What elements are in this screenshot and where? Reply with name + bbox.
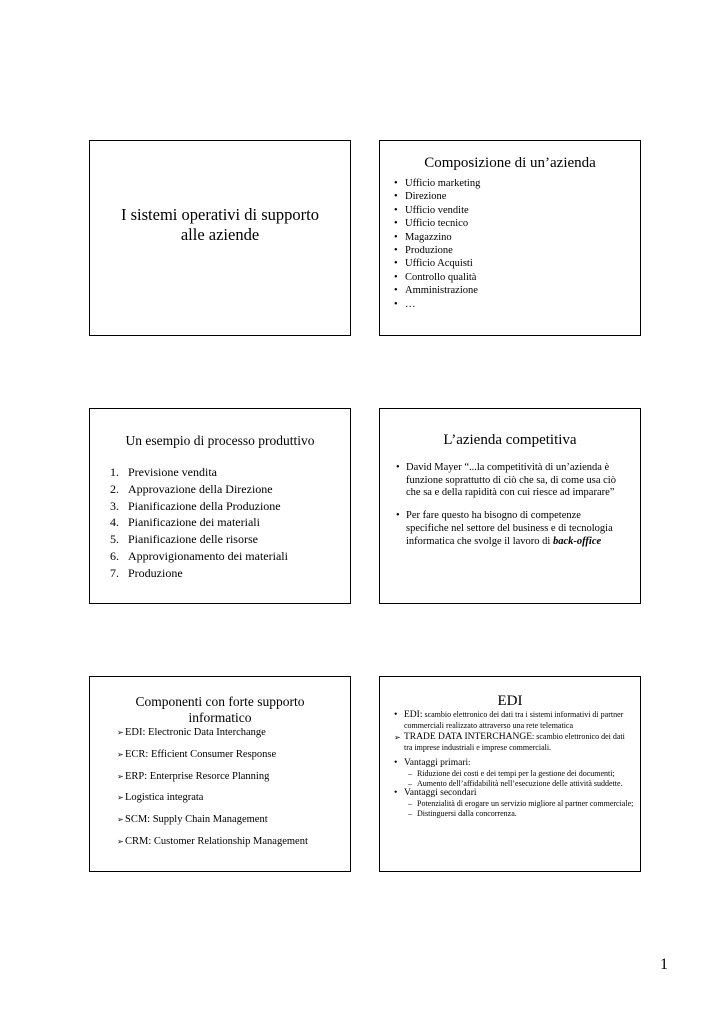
list-item: • Amministrazione [397, 284, 640, 297]
dash-bullet-icon: – [408, 799, 412, 809]
arrow-bullet-icon: ➢ [117, 771, 124, 781]
step-number: 4. [110, 515, 119, 530]
page-number: 1 [660, 956, 668, 973]
slide-composizione [379, 140, 641, 336]
slide-5-title: Componenti con forte supporto informatico [135, 694, 305, 725]
trade-label: TRADE DATA INTERCHANGE [404, 732, 533, 742]
edi-content [380, 710, 640, 818]
dash-bullet-icon: – [408, 769, 412, 778]
list-item [110, 548, 350, 565]
slide-3-title: Un esempio di processo produttivo [125, 433, 315, 448]
list-item [110, 498, 350, 515]
slide-1-title: I sistemi operativi di supporto alle aziende [121, 205, 319, 244]
list-item [110, 565, 350, 582]
list-item [110, 514, 350, 531]
edi-description: scambio elettronico dei dati tra i sistemi informativi di partner commerciali realizzato attraverso una rete telematica [404, 710, 624, 730]
list-item-text: ERP: Enterprise Resorce Planning [125, 770, 270, 782]
primari-colon: : [468, 758, 471, 767]
trade-description: : scambio elettronico dei dati tra imprese industriali e imprese commerciali. [404, 732, 625, 752]
list-item: • Ufficio Acquisti [397, 257, 640, 270]
vantaggi-primari [392, 758, 634, 769]
list-item [117, 791, 350, 813]
vantaggi-secondari [392, 788, 634, 799]
quote-paragraph [380, 462, 640, 500]
step-text: Pianificazione delle risorse [128, 532, 258, 547]
arrow-bullet-icon: ➢ [117, 749, 124, 759]
secondari-label: Vantaggi secondari [404, 788, 477, 799]
bullet-icon: • [394, 788, 398, 799]
dash-bullet-icon: – [408, 808, 412, 818]
step-number: 6. [110, 548, 119, 563]
step-text: Approvigionamento dei materiali [128, 548, 288, 563]
slide-edi [379, 676, 641, 872]
back-office-emphasis: back-office [552, 535, 602, 547]
competence-text: Per fare questo ha bisogno di competenze specifiche nel settore del business e di tecnologia informatica che svolge il lavoro di [406, 510, 613, 547]
list-item: • Magazzino [397, 231, 640, 244]
step-number: 3. [110, 498, 119, 513]
arrow-bullet-icon: ➢ [117, 815, 124, 825]
list-item [117, 748, 350, 770]
quote-text: David Mayer “...la competitività di un’azienda è funzione soprattutto di ciò che sa, di come usa ciò che sa e della rapidità con cui riesce ad imparare” [406, 462, 616, 499]
list-item [117, 726, 350, 748]
list-item-text: Distinguersi dalla concorrenza. [417, 808, 517, 818]
list-item [392, 779, 634, 789]
dash-bullet-icon: – [408, 778, 412, 788]
step-text: Approvazione della Direzione [128, 481, 273, 496]
list-item: • Ufficio vendite [397, 204, 640, 217]
competence-paragraph [380, 510, 640, 548]
list-item-text: ECR: Efficient Consumer Response [125, 748, 277, 760]
list-item: • Controllo qualità [397, 271, 640, 284]
bullet-icon: • [396, 462, 400, 473]
step-text: Produzione [128, 565, 183, 580]
list-item [117, 770, 350, 792]
primari-label: Vantaggi primari [404, 758, 469, 768]
bullet-icon: • [394, 710, 398, 720]
arrow-bullet-icon: ➢ [117, 728, 124, 737]
list-item-text: Potenzialità di erogare un servizio migliore al partner commerciale; [417, 799, 634, 809]
slide-componenti [89, 676, 351, 872]
edi-label: EDI: [404, 710, 423, 720]
list-item: • Ufficio tecnico [397, 217, 640, 230]
bullet-icon: • [394, 758, 398, 768]
list-item [392, 799, 634, 809]
list-item-text: Riduzione dei costi e dei tempi per la gestione dei documenti; [417, 769, 615, 778]
list-item: • Ufficio marketing [397, 177, 640, 190]
list-item: • Direzione [397, 190, 640, 203]
components-list [90, 726, 350, 857]
arrow-bullet-icon: ➢ [117, 836, 124, 846]
list-item-text: Aumento dell’affidabilità nell’esecuzione delle attività suddette. [417, 778, 623, 788]
list-item [110, 531, 350, 548]
slide-2-title: Composizione di un’azienda [424, 155, 596, 171]
list-item [392, 769, 634, 779]
slide-azienda-competitiva [379, 408, 641, 604]
step-number: 5. [110, 532, 119, 547]
step-text: Pianificazione dei materiali [128, 515, 260, 530]
process-steps-list [90, 464, 350, 582]
list-item [392, 809, 634, 819]
step-text: Pianificazione della Produzione [128, 498, 281, 513]
edi-definition [392, 710, 634, 732]
list-item [110, 481, 350, 498]
list-item: • … [397, 298, 640, 311]
list-item: • Produzione [397, 244, 640, 257]
step-number: 1. [110, 465, 119, 479]
list-item-text: SCM: Supply Chain Management [125, 814, 268, 826]
list-item [110, 464, 350, 481]
slide-4-title: L’azienda competitiva [443, 432, 577, 448]
list-item [117, 835, 350, 857]
list-item [117, 813, 350, 835]
department-list [380, 177, 640, 311]
slide-processo-produttivo [89, 408, 351, 604]
trade-definition [392, 732, 634, 754]
arrow-bullet-icon: ➢ [394, 733, 401, 742]
step-text: Previsione vendita [128, 465, 217, 479]
bullet-icon: • [396, 510, 400, 522]
list-item-text: CRM: Customer Relationship Management [125, 835, 308, 847]
arrow-bullet-icon: ➢ [117, 793, 124, 803]
list-item-text: EDI: Electronic Data Interchange [125, 727, 266, 738]
list-item-text: Logistica integrata [125, 792, 204, 804]
slide-6-title: EDI [497, 693, 523, 709]
step-number: 2. [110, 481, 119, 496]
slide-title [89, 140, 351, 336]
step-number: 7. [110, 565, 119, 580]
